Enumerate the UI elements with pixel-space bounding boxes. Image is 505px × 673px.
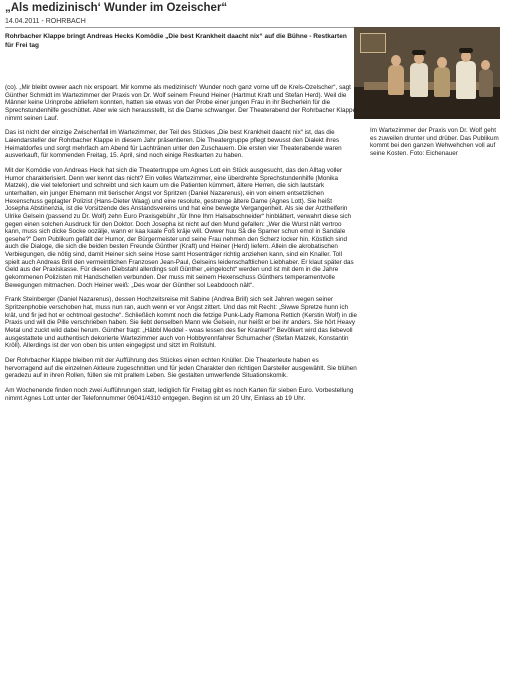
photo-figure-4: [456, 61, 476, 99]
article-paragraph: (co). „Mir bleibt owwer aach nix erspoart. Mir komme als medizinisch‘ Wunder noch ganz vorne uff de Krels-Ozelscher“, sagt Günther Schmidt im Wartezimmer der Praxis von Dr. Wolf seinem Freund Heiner (Hartmut Kraft und Stefan Herd). Weil die Männer keine Urinprobe abliefern konnten, hatten sie etwas von der Probe einer jungen Frau in ihr Becherlein für die Sprechstundenhilfe geschüttet. Aber wie sich herausstellt, ist die Dame schwanger. Der Theaterabend der Rohrbacher Klappe nimmt seinen Lauf.: [5, 84, 356, 122]
photo-figure-1: [388, 65, 404, 95]
article-photo: [354, 27, 500, 119]
photo-hat-2: [412, 50, 426, 55]
photo-wall-frame: [360, 33, 386, 53]
article-paragraph: Der Rohrbacher Klappe bleiben mit der Aufführung des Stückes einen echten Knüller. Die Theaterleute haben es hervorragend auf die einzelnen Akteure zugeschnitten und für jeden Charakter den richtigen Darsteller ausgewählt. Sie blühen geradezu auf in ihren Rollen, füllen sie mit prallem Leben. Sie gestalten umwerfende Situationskomik.: [5, 357, 357, 380]
photo-caption: Im Wartezimmer der Praxis von Dr. Wolf geht es zuweilen drunter und drüber. Das Publikum kommt bei den ganzen Wehwehchen voll auf seine Kosten. Foto: Eichenauer: [370, 127, 499, 157]
photo-figure-2: [410, 63, 428, 97]
photo-head-3: [437, 57, 447, 68]
photo-figure-3: [434, 67, 450, 97]
article-dateline: 14.04.2011 - ROHRBACH: [5, 18, 86, 25]
article-paragraph: Am Wochenende finden noch zwei Aufführungen statt, lediglich für Freitag gibt es noch Karten für sieben Euro. Vorbestellung nimmt Agnes Lott unter der Telefonnummer 06041/4310 entgegen. Beginn ist um 20 Uhr, Einlass ab 19 Uhr.: [5, 386, 354, 402]
article-paragraph: Frank Steinberger (Daniel Nazarenus), dessen Hochzeitsreise mit Sabine (Andrea Brill) sich seit Jahren wegen seiner Spritzenphobie verschoben hat, muss nun ran, auch wenn er vor Angst zittert. Und das mit Recht: „Siwwe Spretze hunn ich krät, und fir jed hot er ochtmoal gestoche“. Schließlich kommt noch die fetzige Punk-Lady Ramona Rettich (Kerstin Wolf) in die Praxis und will die Pille verschrieben haben. Sie liebt denselben Mann wie Gelsein, nur heißt er bei ihr anders. Sie hört Heavy Metal und zuckt wild dabei herum. Günther fragt: „Häbbl Meddel - woas lessen des fier Krankel?“ Bevölkert wird das liebevoll ausgestattete und authentisch dekorierte Wartezimmer auch von Hobbyrennfahrer Schumacher (Stefan Matzek, Konstantin Kröll). Allerdings ist der von oben bis unten eingegipst und sitzt im Rollstuhl.: [5, 296, 357, 350]
article-body: [5, 84, 357, 409]
photo-head-1: [391, 55, 401, 66]
photo-figure-5: [479, 69, 493, 97]
article-paragraph: Das ist nicht der einzige Zwischenfall im Wartezimmer, der Teil des Stückes „Die best Krankheit daacht nix“ ist, das die Laiendarsteller der Rohrbacher Klappe in diesem Jahr präsentieren. Die Theatergruppe pflegt bewusst den Dialekt ihres Heimatdorfes und sorgt mehrfach am Abend für Lachtränen unter den Zuschauern. Die ersten vier Theaterabende waren ausverkauft, für kommenden Freitag, 15. April, sind noch einige Restkarten zu haben.: [5, 129, 342, 160]
article-subhead: Rohrbacher Klappe bringt Andreas Hecks Komödie „Die best Krankheit daacht nix“ auf die Bühne - Restkarten für Frei tag: [5, 33, 347, 49]
article-paragraph: Mit der Komödie von Andreas Heck hat sich die Theatertruppe um Agnes Lott ein Stück ausgesucht, das den Alltag voller Humor charakterisiert. Denn wer kennt das nicht? Ein volles Wartezimmer, eine überdrehte Sprechstundenhilfe (Monika Matzek), die viel telefoniert und schreibt und sich kaum um die Patienten kümmert, ältere Herren, die sich lautstark unterhalten, ein junger Ehemann mit tierischer Angst vor Spritzen (Daniel Nazarenus), ein von einem entsetzlichen Hexenschuss geplagter Polizist (Hans-Dieter Waag) und eine resolute, gestrenge ältere Dame (Agnes Lott). Sie heißt Josepha Abstinenzia, ist die Vorsitzende des Anstandsvereins und hat eine bewegte Vergangenheit. Als sie der Arzthelferin Ulrike Gelsein (passend zu Dr. Wolf) zehn Euro Praxisgebühr „für Ihne Ihrn Halsabschneider“ hinblättert, verwahrt diese sich gegen einen solchen Ausdruck für den Doktor. Doch Josepha ist nicht auf den Mund gefallen: „Wer die Wurst nält vertroo kann, muss sich dicke Socke oozälje, wann er kaa kaale Foß kräje will. Owwer huu Sä die Spamer schun emol in Sandale gesehe?“ Dem Publikum gefällt der Humor, der Bürgermeister und seine Frau nehmen den Scherz locker hin. Köstlich sind auch die Dialoge, die sich die beiden besten Freunde Günther (Kraft) und Heiner (Herd) liefern. Allein die akrobatischen Verbiegungen, die nötig sind, damit Heiner sich seine Hose samt Hosenträger richtig anziehen kann, sind ein Knaller. Toll spielt auch Andreas Brill den vermeintlichen Franzosen Jean-Paul, Gelseins leidenschaftlichen Liebhaber. Er klaut später das Geld aus der Praxiskasse. Für diesen Diebstahl allerdings soll Günther „eingelocht“ werden und ist mit dem in die Jahre gekommenen Polizisten mit Handschellen verbunden. Der muss mit seinem Hexenschuss Günthers temperamentvolle Bewegungen mitmachen. Doch Heiner weiß: „Des woar der Günther sol Leabdooch nält“.: [5, 166, 354, 289]
photo-head-5: [481, 60, 490, 70]
photo-hat-4: [459, 48, 473, 53]
article-headline: „Als medizinisch‘ Wunder im Ozeischer“: [5, 2, 228, 14]
